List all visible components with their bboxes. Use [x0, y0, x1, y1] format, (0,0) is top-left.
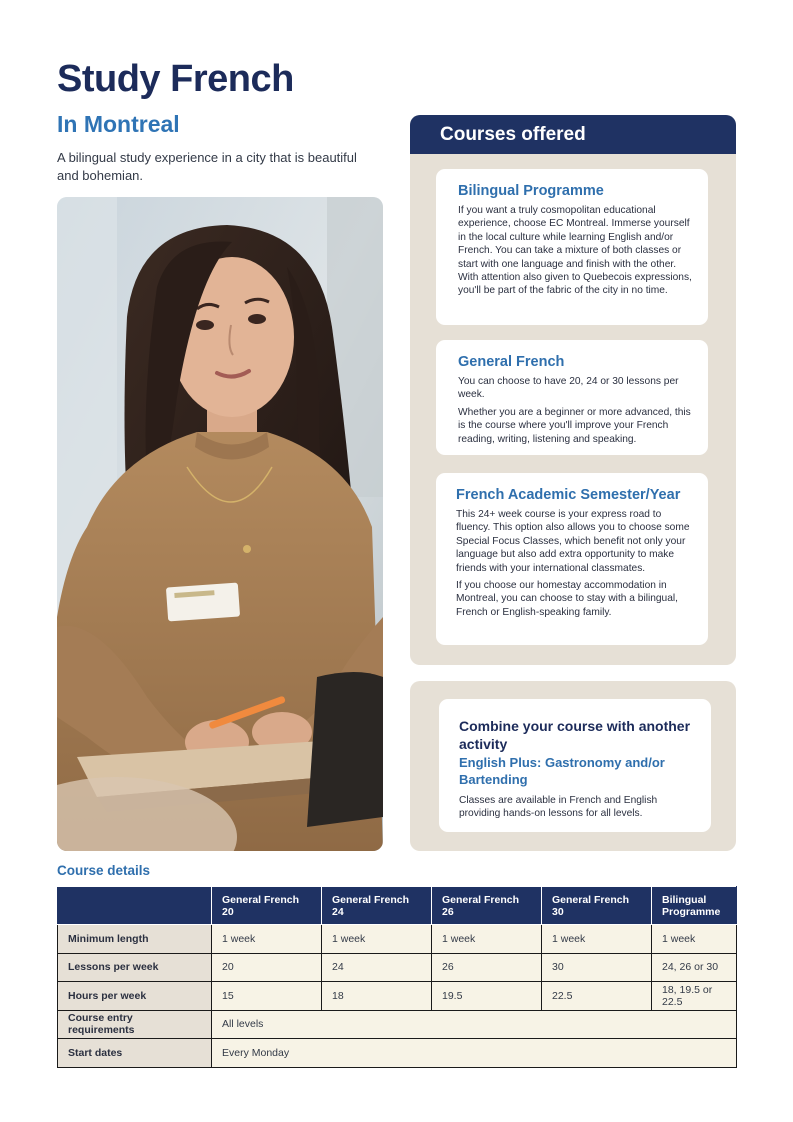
activity-text: Classes are available in French and English providing hands-on lessons for all levels.	[459, 795, 658, 820]
course-title: General French	[458, 354, 565, 370]
table-header-cell: General French 20	[212, 887, 322, 925]
course-card-academic	[436, 473, 708, 645]
course-description: If you choose our homestay accommodation in Montreal, you can choose to stay with a bilingual, French or English-speaking family.	[456, 580, 678, 618]
table-cell: 15	[212, 982, 322, 1011]
table-row	[58, 982, 737, 1011]
intro-text: A bilingual study experience in a city that is beautiful and bohemian.	[57, 150, 357, 183]
course-details-heading: Course details	[57, 863, 151, 878]
table-cell: 22.5	[542, 982, 652, 1011]
table-header-cell: General French 30	[542, 887, 652, 925]
course-details-table	[57, 886, 737, 1068]
course-card-general-french	[436, 340, 708, 455]
table-cell: 1 week	[432, 925, 542, 954]
table-cell: 30	[542, 953, 652, 982]
table-header-cell	[58, 887, 212, 925]
table-header-cell: General French 26	[432, 887, 542, 925]
table-cell: 18	[322, 982, 432, 1011]
student-photo	[57, 197, 383, 851]
row-label: Minimum length	[58, 925, 212, 954]
table-cell: 19.5	[432, 982, 542, 1011]
row-label: Start dates	[58, 1039, 212, 1068]
table-row	[58, 1010, 737, 1039]
course-description: Whether you are a beginner or more advanced, this is the course where you'll improve your French reading, writing, listening and speaking.	[458, 406, 691, 445]
activity-panel	[410, 681, 736, 851]
table-row	[58, 953, 737, 982]
table-cell: All levels	[212, 1010, 737, 1039]
course-description: If you want a truly cosmopolitan educational experience, choose EC Montreal. Immerse yourself in the local culture while learning English and/or French. You can take a mixture of both classes or start with one language and finish with the other. With attention also given to Quebecois expressions, you'll be part of the fabric of the city in no time.	[458, 205, 692, 297]
table-cell: 24	[322, 953, 432, 982]
row-label: Course entry requirements	[58, 1010, 212, 1039]
courses-offered-panel	[410, 115, 736, 665]
page-title: Study French	[57, 58, 294, 100]
table-cell: 1 week	[322, 925, 432, 954]
table-header-cell: Bilingual Programme	[652, 887, 737, 925]
table-row	[58, 1039, 737, 1068]
courses-offered-heading: Courses offered	[410, 115, 736, 154]
table-header-cell: General French 24	[322, 887, 432, 925]
course-description: You can choose to have 20, 24 or 30 lessons per week.	[458, 376, 679, 401]
course-card-bilingual	[436, 169, 708, 325]
table-cell: 18, 19.5 or 22.5	[652, 982, 737, 1011]
course-description: This 24+ week course is your express road to fluency. This option also allows you to choose some Special Focus Classes, which benefit not only your language but also add extra opportunity to make friends with your international classmates.	[456, 509, 690, 574]
table-cell: 20	[212, 953, 322, 982]
table-cell: 1 week	[542, 925, 652, 954]
course-title: French Academic Semester/Year	[456, 487, 681, 503]
table-cell: 24, 26 or 30	[652, 953, 737, 982]
table-row	[58, 925, 737, 954]
page-subtitle: In Montreal	[57, 111, 180, 137]
table-cell: Every Monday	[212, 1039, 737, 1068]
table-cell: 1 week	[652, 925, 737, 954]
row-label: Hours per week	[58, 982, 212, 1011]
course-title: Bilingual Programme	[458, 183, 604, 199]
table-cell: 1 week	[212, 925, 322, 954]
activity-card	[439, 699, 711, 832]
activity-subheading: English Plus: Gastronomy and/or Bartending	[459, 755, 665, 787]
activity-heading: Combine your course with another activity	[459, 718, 691, 752]
table-cell: 26	[432, 953, 542, 982]
table-header-row	[58, 887, 737, 925]
row-label: Lessons per week	[58, 953, 212, 982]
